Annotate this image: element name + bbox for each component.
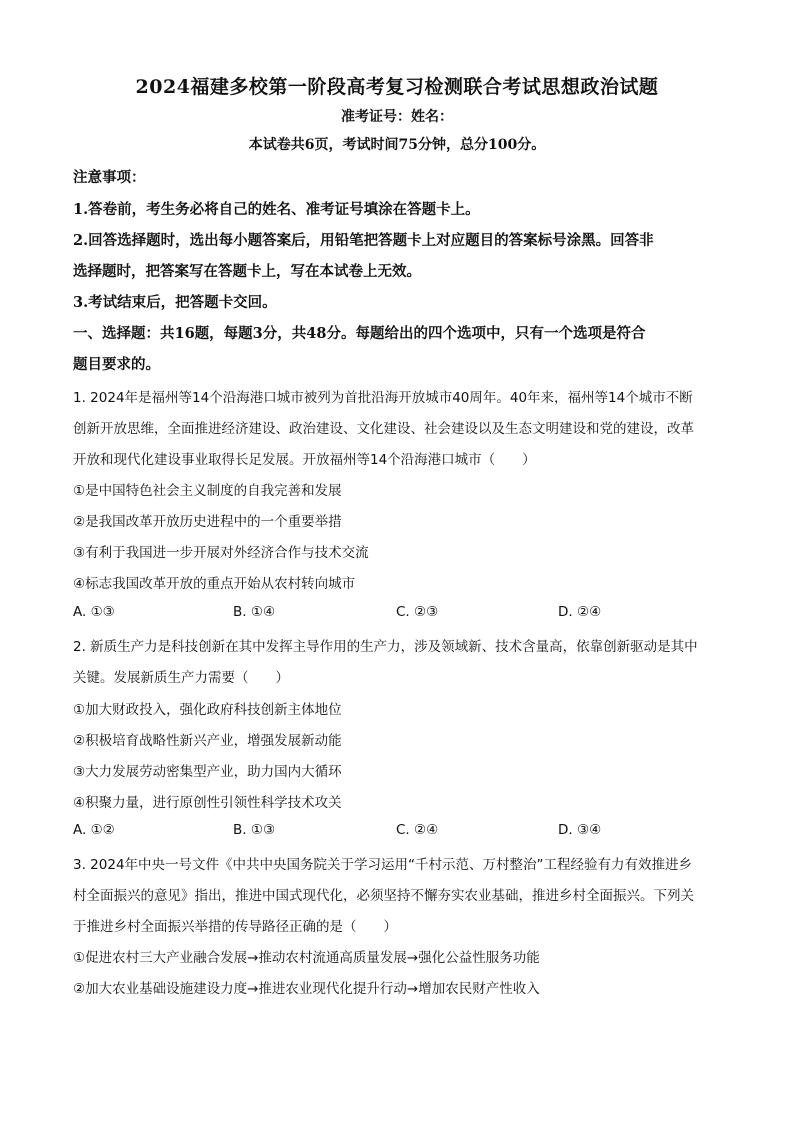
q1-choice-d: D. ②④ [558,604,602,620]
q2-choice-a: A. ①② [73,822,115,838]
notice-item-2-line-1: 2.回答选择题时，选出每小题答案后，用铅笔把答题卡上对应题目的答案标号涂黑。回答非 [73,232,654,249]
notice-item-1: 1.答卷前，考生务必将自己的姓名、准考证号填涂在答题卡上。 [73,201,480,218]
q1-choice-a: A. ①③ [73,604,115,620]
q1-choice-c: C. ②③ [396,604,439,620]
exam-info-line: 本试卷共6页，考试时间75分钟，总分100分。 [248,137,546,153]
q1-item-2: ②是我国改革开放历史进程中的一个重要举措 [73,514,342,530]
q3-stem-line-1: 3. 2024年中央一号文件《中共中央国务院关于学习运用“千村示范、万村整治”工程经验有力有效推进乡 [73,857,693,873]
q1-stem-line-3: 开放和现代化建设事业取得长足发展。开放福州等14个沿海港口城市（ ） [73,452,536,468]
section-1-heading-line-2: 题目要求的。 [73,356,160,373]
q3-item-1: ①促进农村三大产业融合发展→推动农村流通高质量发展→强化公益性服务功能 [73,950,540,966]
q2-item-4: ④积聚力量，进行原创性引领性科学技术攻关 [73,795,342,811]
q2-item-3: ③大力发展劳动密集型产业，助力国内大循环 [73,764,342,780]
q1-choice-b: B. ①④ [233,604,276,620]
q3-stem-line-2: 村全面振兴的意见》指出，推进中国式现代化，必须坚持不懈夯实农业基础，推进乡村全面振兴。下列关 [73,888,694,904]
notice-item-3: 3.考试结束后，把答题卡交回。 [73,294,277,311]
notice-item-2-line-2: 选择题时，把答案写在答题卡上，写在本试卷上无效。 [73,263,421,280]
q3-stem-line-3: 于推进乡村全面振兴举措的传导路径正确的是（ ） [73,919,397,935]
q2-item-1: ①加大财政投入，强化政府科技创新主体地位 [73,702,342,718]
q1-item-4: ④标志我国改革开放的重点开始从农村转向城市 [73,576,356,592]
q1-stem-line-1: 1. 2024年是福州等14个沿海港口城市被列为首批沿海开放城市40周年。40年来，福州等14个城市不断 [73,390,693,406]
q2-stem-line-1: 2. 新质生产力是科技创新在其中发挥主导作用的生产力，涉及领域新、技术含量高，依靠创新驱动是其中 [73,639,698,655]
q2-stem-line-2: 关键。发展新质生产力需要（ ） [73,670,289,686]
notice-heading: 注意事项： [73,169,146,186]
exam-id-name-line: 准考证号：姓名： [341,109,453,125]
q1-item-1: ①是中国特色社会主义制度的自我完善和发展 [73,483,342,499]
q1-stem-line-2: 创新开放思维，全面推进经济建设、政治建设、文化建设、社会建设以及生态文明建设和党的建设，改革 [73,421,694,437]
q1-item-3: ③有利于我国进一步开展对外经济合作与技术交流 [73,545,369,561]
q2-choice-b: B. ①③ [233,822,276,838]
q3-item-2: ②加大农业基础设施建设力度→推进农业现代化提升行动→增加农民财产性收入 [73,981,540,997]
q2-choice-d: D. ③④ [558,822,602,838]
q2-item-2: ②积极培育战略性新兴产业，增强发展新动能 [73,733,342,749]
section-1-heading-line-1: 一、选择题：共16题，每题3分，共48分。每题给出的四个选项中，只有一个选项是符合 [73,325,646,342]
q2-choice-c: C. ②④ [396,822,439,838]
exam-title: 2024福建多校第一阶段高考复习检测联合考试思想政治试题 [135,76,659,98]
